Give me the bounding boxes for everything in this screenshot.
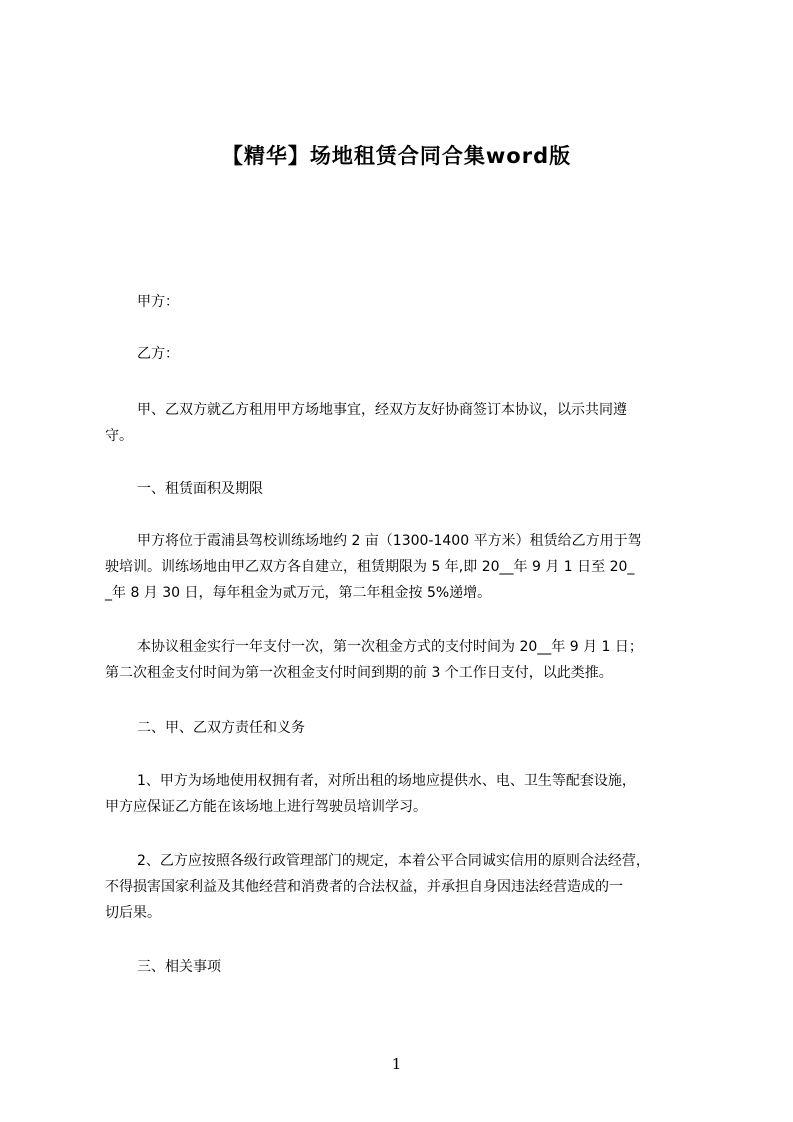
- section-1-p1-line: 驶培训。训练场地由甲乙双方各自建立，租赁期限为 5 年,即 20__年 9 月 1 日至 20_: [105, 559, 635, 575]
- party-b-label: [105, 341, 733, 367]
- section-2-p2-line: 切后果。: [105, 905, 161, 921]
- section-2-p1-line: 甲方应保证乙方能在该场地上进行驾驶员培训学习。: [105, 799, 427, 815]
- section-2-p2-line: 不得损害国家利益及其他经营和消费者的合法权益，并承担自身因违法经营造成的一: [105, 879, 623, 895]
- section-2-paragraph-1: [105, 768, 701, 820]
- section-3-heading-text: 三、相关事项: [137, 959, 221, 975]
- section-1-p2-line: 本协议租金实行一年支付一次，第一次租金方式的支付时间为 20__年 9 月 1 日；: [137, 639, 643, 655]
- party-a-text: 甲方：: [137, 294, 179, 310]
- section-1-p1-line: _年 8 月 30 日，每年租金为贰万元，第二年租金按 5%递增。: [105, 585, 492, 601]
- intro-paragraph: [105, 397, 701, 449]
- party-b-text: 乙方：: [137, 346, 179, 362]
- section-1-paragraph-1: [105, 528, 701, 606]
- party-a-label: [105, 289, 733, 315]
- intro-line: 守。: [105, 428, 133, 444]
- section-1-heading: [105, 476, 733, 502]
- section-2-heading: [105, 715, 733, 741]
- section-2-p2-line: 2、乙方应按照各级行政管理部门的规定，本着公平合同诚实信用的原则合法经营，: [137, 853, 650, 869]
- section-2-heading-text: 二、甲、乙双方责任和义务: [137, 720, 305, 736]
- section-3-heading: [105, 954, 733, 980]
- section-1-p1-line: 甲方将位于霞浦县驾校训练场地约 2 亩（1300-1400 平方米）租赁给乙方用于驾: [137, 533, 642, 549]
- page-number: 1: [391, 1055, 402, 1073]
- document-title: 【精华】场地租赁合同合集word版: [221, 144, 572, 168]
- section-1-paragraph-2: [105, 634, 701, 686]
- intro-line: 甲、乙双方就乙方租用甲方场地事宜，经双方友好协商签订本协议，以示共同遵: [137, 402, 627, 418]
- section-2-p1-line: 1、甲方为场地使用权拥有者，对所出租的场地应提供水、电、卫生等配套设施，: [137, 773, 636, 789]
- section-1-heading-text: 一、租赁面积及期限: [137, 481, 263, 497]
- section-2-paragraph-2: [105, 848, 701, 926]
- section-1-p2-line: 第二次租金支付时间为第一次租金支付时间到期的前 3 个工作日支付，以此类推。: [105, 665, 613, 681]
